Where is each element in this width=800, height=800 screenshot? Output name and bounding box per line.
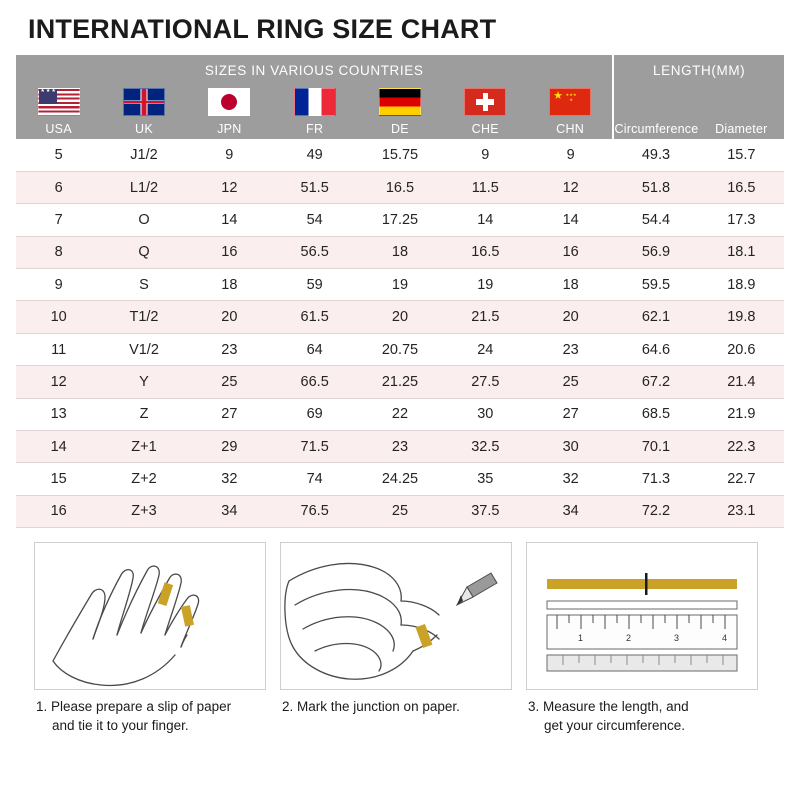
- table-cell: 5: [16, 139, 101, 171]
- table-cell: 21.9: [699, 398, 784, 430]
- table-cell: 24.25: [357, 463, 442, 495]
- step-2: [280, 542, 512, 735]
- flag-japan-icon: [208, 88, 250, 116]
- table-cell: 7: [16, 204, 101, 236]
- table-cell: 59.5: [613, 269, 698, 301]
- table-cell: 54: [272, 204, 357, 236]
- table-cell: 30: [443, 398, 528, 430]
- step-3-line2: get your circumference.: [544, 718, 686, 734]
- page-title: INTERNATIONAL RING SIZE CHART: [28, 14, 497, 44]
- table-row: [16, 398, 784, 430]
- table-cell: 8: [16, 236, 101, 268]
- step-1: [34, 542, 266, 735]
- table-cell: 13: [16, 398, 101, 430]
- table-cell: 71.3: [613, 463, 698, 495]
- step-3-caption: [526, 690, 758, 735]
- table-cell: 30: [528, 431, 613, 463]
- table-cell: 16: [528, 236, 613, 268]
- table-cell: V1/2: [101, 333, 186, 365]
- step-3-illustration: [526, 542, 758, 690]
- table-cell: 20: [187, 301, 272, 333]
- column-header-circumference: Circumference: [613, 85, 698, 139]
- svg-text:1: 1: [578, 633, 584, 644]
- ring-size-table: [16, 55, 784, 528]
- table-cell: 16.5: [357, 171, 442, 203]
- table-cell: 18: [187, 269, 272, 301]
- table-cell: 67.2: [613, 366, 698, 398]
- table-cell: 9: [187, 139, 272, 171]
- table-cell: 20.6: [699, 333, 784, 365]
- table-cell: O: [101, 204, 186, 236]
- column-header-fr: [272, 85, 357, 139]
- table-cell: J1/2: [101, 139, 186, 171]
- table-cell: Z+2: [101, 463, 186, 495]
- column-header-che: [443, 85, 528, 139]
- step-1-line1: 1. Please prepare a slip of paper: [36, 699, 232, 715]
- table-cell: T1/2: [101, 301, 186, 333]
- step-1-caption: [34, 690, 266, 735]
- svg-text:3: 3: [674, 633, 680, 644]
- table-cell: 70.1: [613, 431, 698, 463]
- table-cell: 59: [272, 269, 357, 301]
- step-1-line2: and tie it to your finger.: [52, 718, 189, 734]
- table-cell: Z: [101, 398, 186, 430]
- table-cell: 54.4: [613, 204, 698, 236]
- table-cell: 16.5: [699, 171, 784, 203]
- header-group-row: [16, 55, 784, 85]
- table-cell: 9: [528, 139, 613, 171]
- step-1-illustration: [34, 542, 266, 690]
- table-cell: 18.1: [699, 236, 784, 268]
- table-cell: 18: [528, 269, 613, 301]
- table-cell: 11.5: [443, 171, 528, 203]
- header-group-sizes: SIZES IN VARIOUS COUNTRIES: [16, 55, 613, 85]
- svg-text:2: 2: [626, 633, 632, 644]
- column-code-jpn: JPN: [217, 122, 242, 136]
- table-cell: 9: [16, 269, 101, 301]
- column-header-chn: [528, 85, 613, 139]
- step-3-line1: 3. Measure the length, and: [528, 699, 689, 715]
- table-row: [16, 269, 784, 301]
- column-code-usa: USA: [45, 122, 72, 136]
- table-cell: 12: [528, 171, 613, 203]
- table-cell: 17.3: [699, 204, 784, 236]
- table-cell: 14: [16, 431, 101, 463]
- table-row: [16, 431, 784, 463]
- table-row: [16, 495, 784, 527]
- header-flag-row: [16, 85, 784, 139]
- table-cell: 25: [528, 366, 613, 398]
- table-cell: 12: [187, 171, 272, 203]
- table-cell: 23: [357, 431, 442, 463]
- instructions-section: [0, 528, 800, 735]
- table-cell: L1/2: [101, 171, 186, 203]
- table-cell: 16: [16, 495, 101, 527]
- column-code-chn: CHN: [556, 122, 585, 136]
- table-cell: 19: [357, 269, 442, 301]
- table-cell: Q: [101, 236, 186, 268]
- header-group-length: LENGTH(MM): [613, 55, 784, 85]
- table-cell: 6: [16, 171, 101, 203]
- table-cell: 18: [357, 236, 442, 268]
- step-2-line1: 2. Mark the junction on paper.: [282, 699, 460, 715]
- table-cell: 68.5: [613, 398, 698, 430]
- table-cell: Y: [101, 366, 186, 398]
- step-3: [526, 542, 758, 735]
- flag-switzerland-icon: [464, 88, 506, 116]
- table-cell: 56.9: [613, 236, 698, 268]
- table-cell: 35: [443, 463, 528, 495]
- column-header-diameter: Diameter: [699, 85, 784, 139]
- column-code-de: DE: [390, 122, 409, 136]
- table-cell: 37.5: [443, 495, 528, 527]
- column-header-jpn: [187, 85, 272, 139]
- table-row: [16, 236, 784, 268]
- table-cell: 49.3: [613, 139, 698, 171]
- table-row: [16, 171, 784, 203]
- table-cell: 61.5: [272, 301, 357, 333]
- table-cell: 17.25: [357, 204, 442, 236]
- table-cell: 19: [443, 269, 528, 301]
- table-cell: 21.25: [357, 366, 442, 398]
- column-header-usa: [16, 85, 101, 139]
- table-cell: 71.5: [272, 431, 357, 463]
- table-cell: 66.5: [272, 366, 357, 398]
- table-cell: 10: [16, 301, 101, 333]
- table-body: [16, 139, 784, 528]
- table-cell: 29: [187, 431, 272, 463]
- table-cell: 32.5: [443, 431, 528, 463]
- table-row: [16, 333, 784, 365]
- table-cell: 51.5: [272, 171, 357, 203]
- table-cell: 20: [528, 301, 613, 333]
- step-2-illustration: [280, 542, 512, 690]
- flag-germany-icon: [379, 88, 421, 116]
- table-cell: 64: [272, 333, 357, 365]
- hand-with-paper-strip-illustration: [35, 543, 265, 689]
- table-cell: Z+1: [101, 431, 186, 463]
- column-code-uk: UK: [135, 122, 153, 136]
- table-cell: 15.7: [699, 139, 784, 171]
- table-cell: 23: [187, 333, 272, 365]
- table-cell: 20: [357, 301, 442, 333]
- column-header-uk: [101, 85, 186, 139]
- table-header: [16, 55, 784, 139]
- table-cell: Z+3: [101, 495, 186, 527]
- column-header-de: [357, 85, 442, 139]
- table-cell: 11: [16, 333, 101, 365]
- table-cell: 22: [357, 398, 442, 430]
- table-cell: 15: [16, 463, 101, 495]
- table-cell: 69: [272, 398, 357, 430]
- table-cell: 32: [187, 463, 272, 495]
- hand-marking-paper-with-pen-illustration: [281, 543, 511, 689]
- table-cell: 14: [187, 204, 272, 236]
- table-cell: 16: [187, 236, 272, 268]
- svg-text:4: 4: [722, 633, 728, 644]
- flag-france-icon: [294, 88, 336, 116]
- table-cell: 12: [16, 366, 101, 398]
- table-cell: 32: [528, 463, 613, 495]
- table-cell: 25: [187, 366, 272, 398]
- table-row: [16, 301, 784, 333]
- flag-usa-icon: [38, 88, 80, 116]
- table-cell: 74: [272, 463, 357, 495]
- flag-uk-icon: [123, 88, 165, 116]
- table-cell: 15.75: [357, 139, 442, 171]
- table-cell: 34: [187, 495, 272, 527]
- table-cell: 27.5: [443, 366, 528, 398]
- step-2-caption: [280, 690, 512, 716]
- table-cell: 62.1: [613, 301, 698, 333]
- table-cell: 51.8: [613, 171, 698, 203]
- table-cell: 27: [528, 398, 613, 430]
- table-cell: 25: [357, 495, 442, 527]
- table-row: [16, 463, 784, 495]
- column-code-che: CHE: [471, 122, 499, 136]
- table-cell: 22.7: [699, 463, 784, 495]
- table-cell: 22.3: [699, 431, 784, 463]
- table-cell: 49: [272, 139, 357, 171]
- table-cell: 16.5: [443, 236, 528, 268]
- table-row: [16, 366, 784, 398]
- flag-china-icon: [549, 88, 591, 116]
- paper-strip-measured-with-ruler-illustration: [527, 543, 757, 689]
- table-cell: 23.1: [699, 495, 784, 527]
- column-code-fr: FR: [306, 122, 324, 136]
- table-cell: 64.6: [613, 333, 698, 365]
- table-row: [16, 139, 784, 171]
- table-cell: 14: [528, 204, 613, 236]
- table-cell: 18.9: [699, 269, 784, 301]
- table-cell: 24: [443, 333, 528, 365]
- table-cell: 21.4: [699, 366, 784, 398]
- table-cell: 72.2: [613, 495, 698, 527]
- table-row: [16, 204, 784, 236]
- table-cell: 14: [443, 204, 528, 236]
- table-cell: 20.75: [357, 333, 442, 365]
- table-cell: 34: [528, 495, 613, 527]
- table-cell: 56.5: [272, 236, 357, 268]
- table-cell: 23: [528, 333, 613, 365]
- table-cell: 76.5: [272, 495, 357, 527]
- table-cell: 9: [443, 139, 528, 171]
- table-cell: 21.5: [443, 301, 528, 333]
- table-cell: S: [101, 269, 186, 301]
- table-cell: 19.8: [699, 301, 784, 333]
- table-cell: 27: [187, 398, 272, 430]
